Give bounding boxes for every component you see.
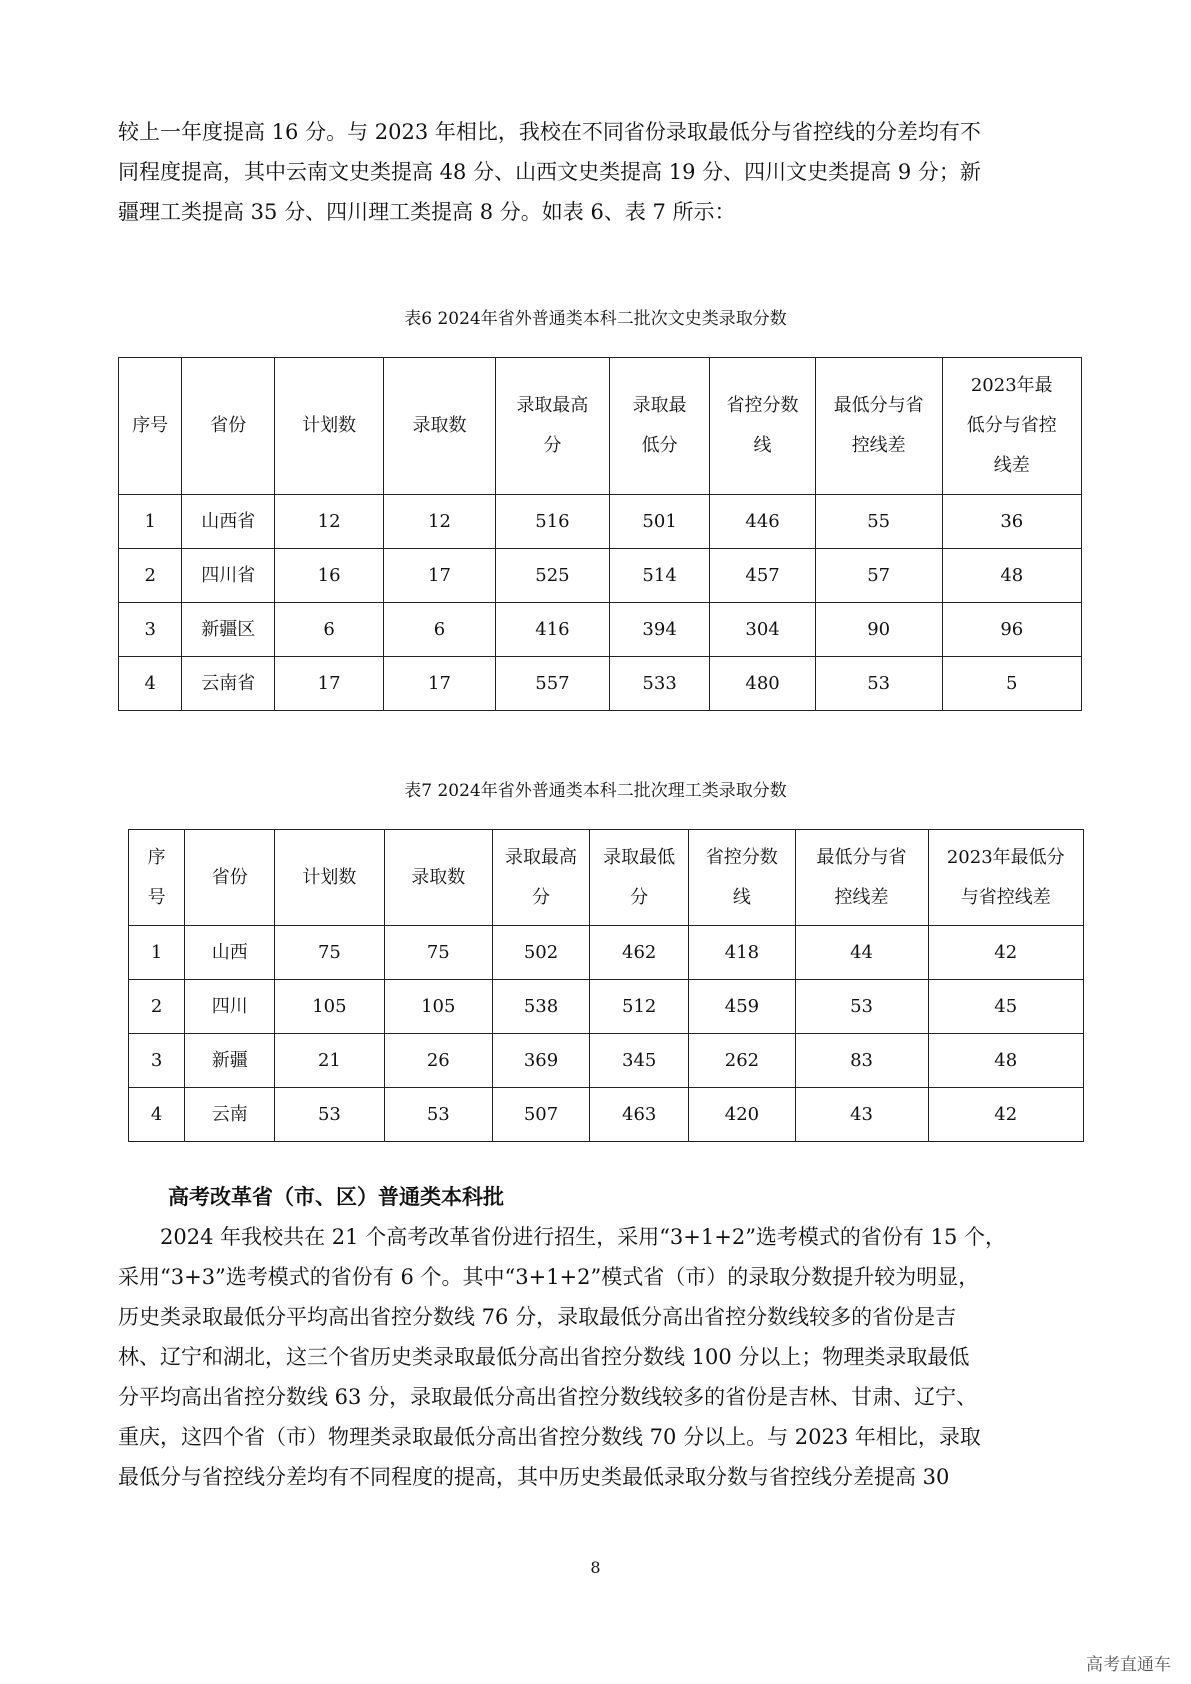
table-cell: 502 [492, 926, 589, 980]
col-header-control-line: 省控分数线 [689, 830, 795, 926]
table-cell: 21 [275, 1034, 384, 1088]
section-paragraph [118, 1217, 1078, 1497]
col-header-min-score: 录取最低分 [590, 830, 689, 926]
text-line: 重庆，这四个省（市）物理类录取最低分高出省控分数线 70 分以上。与 2023 年相比，录取 [118, 1425, 981, 1449]
table-cell: 507 [492, 1088, 589, 1142]
col-header-plan: 计划数 [275, 358, 384, 495]
text-line: 历史类录取最低分平均高出省控分数线 76 分，录取最低分高出省控分数线较多的省份是吉 [118, 1305, 957, 1329]
table-cell: 514 [609, 549, 709, 603]
table-cell: 75 [384, 926, 492, 980]
table-cell: 3 [129, 1034, 185, 1088]
col-header-index: 序号 [129, 830, 185, 926]
table-cell: 36 [942, 495, 1081, 549]
table-cell: 55 [815, 495, 942, 549]
table-cell: 75 [275, 926, 384, 980]
table-cell: 42 [928, 1088, 1083, 1142]
table-cell: 17 [275, 657, 384, 711]
col-header-2023-diff: 2023年最低分与省控线差 [928, 830, 1083, 926]
table-row [119, 495, 1082, 549]
table-cell: 394 [609, 603, 709, 657]
watermark: 高考直通车 [1086, 1655, 1171, 1675]
table6-liberal-arts-scores [118, 357, 1082, 711]
text-line: 疆理工类提高 35 分、四川理工类提高 8 分。如表 6、表 7 所示： [118, 200, 736, 224]
table-cell: 26 [384, 1034, 492, 1088]
table-cell: 48 [928, 1034, 1083, 1088]
table-cell: 2 [119, 549, 182, 603]
col-header-2023-diff: 2023年最低分与省控线差 [942, 358, 1081, 495]
table-row [129, 1034, 1084, 1088]
table-cell: 山西省 [182, 495, 275, 549]
col-header-plan: 计划数 [275, 830, 384, 926]
text-line: 最低分与省控线分差均有不同程度的提高，其中历史类最低录取分数与省控线分差提高 30 [118, 1465, 950, 1489]
col-header-control-line: 省控分数线 [710, 358, 816, 495]
table-cell: 457 [710, 549, 816, 603]
table-cell: 12 [275, 495, 384, 549]
table-cell: 96 [942, 603, 1081, 657]
table-cell: 5 [942, 657, 1081, 711]
table-cell: 463 [590, 1088, 689, 1142]
table-cell: 459 [689, 980, 795, 1034]
table-cell: 53 [384, 1088, 492, 1142]
text-line: 分平均高出省控分数线 63 分，录取最低分高出省控分数线较多的省份是吉林、甘肃、辽宁、 [118, 1385, 978, 1409]
table-cell: 云南 [185, 1088, 275, 1142]
table-cell: 17 [384, 657, 496, 711]
page-number: 8 [590, 1558, 601, 1577]
table-cell: 533 [609, 657, 709, 711]
col-header-province: 省份 [185, 830, 275, 926]
text-line: 采用“3+3”选考模式的省份有 6 个。其中“3+1+2”模式省（市）的录取分数提升较为明显， [118, 1265, 980, 1289]
table-cell: 480 [710, 657, 816, 711]
table-cell: 538 [492, 980, 589, 1034]
table-cell: 48 [942, 549, 1081, 603]
table7-caption: 表7 2024年省外普通类本科二批次理工类录取分数 [404, 781, 787, 801]
section-heading: 高考改革省（市、区）普通类本科批 [168, 1184, 504, 1209]
table-cell: 12 [384, 495, 496, 549]
col-header-index: 序号 [119, 358, 182, 495]
text-line: 林、辽宁和湖北，这三个省历史类录取最低分高出省控分数线 100 分以上；物理类录取最低 [118, 1345, 970, 1369]
table-row [129, 1088, 1084, 1142]
col-header-diff: 最低分与省控线差 [795, 830, 928, 926]
table-cell: 1 [129, 926, 185, 980]
table-cell: 105 [275, 980, 384, 1034]
table-cell: 山西 [185, 926, 275, 980]
table-cell: 44 [795, 926, 928, 980]
table-cell: 新疆区 [182, 603, 275, 657]
table-cell: 304 [710, 603, 816, 657]
col-header-admitted: 录取数 [384, 830, 492, 926]
table-header-row [119, 358, 1082, 495]
table-header-row [129, 830, 1084, 926]
table-cell: 90 [815, 603, 942, 657]
text-line: 较上一年度提高 16 分。与 2023 年相比，我校在不同省份录取最低分与省控线的分差均有不 [118, 120, 981, 144]
table-cell: 369 [492, 1034, 589, 1088]
table-row [129, 980, 1084, 1034]
table-cell: 53 [815, 657, 942, 711]
table-row [119, 657, 1082, 711]
table-cell: 345 [590, 1034, 689, 1088]
table-cell: 420 [689, 1088, 795, 1142]
table-row [119, 549, 1082, 603]
table-cell: 6 [275, 603, 384, 657]
col-header-diff: 最低分与省控线差 [815, 358, 942, 495]
table-cell: 1 [119, 495, 182, 549]
col-header-min-score: 录取最低分 [609, 358, 709, 495]
table-cell: 42 [928, 926, 1083, 980]
table7-science-scores [128, 829, 1084, 1142]
table-row [119, 603, 1082, 657]
table-cell: 416 [495, 603, 609, 657]
table-cell: 45 [928, 980, 1083, 1034]
table-cell: 2 [129, 980, 185, 1034]
table-cell: 4 [129, 1088, 185, 1142]
text-line: 2024 年我校共在 21 个高考改革省份进行招生，采用“3+1+2”选考模式的省份有 15 个， [118, 1225, 1007, 1249]
col-header-max-score: 录取最高分 [492, 830, 589, 926]
table-cell: 525 [495, 549, 609, 603]
table-cell: 57 [815, 549, 942, 603]
table-cell: 17 [384, 549, 496, 603]
table-cell: 新疆 [185, 1034, 275, 1088]
table-cell: 四川省 [182, 549, 275, 603]
table-cell: 53 [795, 980, 928, 1034]
table-cell: 四川 [185, 980, 275, 1034]
col-header-province: 省份 [182, 358, 275, 495]
intro-paragraph [118, 112, 1078, 232]
table-cell: 512 [590, 980, 689, 1034]
table-cell: 43 [795, 1088, 928, 1142]
table-cell: 501 [609, 495, 709, 549]
table-cell: 262 [689, 1034, 795, 1088]
table-cell: 53 [275, 1088, 384, 1142]
table-cell: 6 [384, 603, 496, 657]
table-cell: 516 [495, 495, 609, 549]
col-header-max-score: 录取最高分 [495, 358, 609, 495]
text-line: 同程度提高，其中云南文史类提高 48 分、山西文史类提高 19 分、四川文史类提高 9 分；新 [118, 160, 981, 184]
table-cell: 105 [384, 980, 492, 1034]
table-cell: 462 [590, 926, 689, 980]
table-cell: 云南省 [182, 657, 275, 711]
table-cell: 83 [795, 1034, 928, 1088]
table-row [129, 926, 1084, 980]
table-cell: 16 [275, 549, 384, 603]
table-cell: 446 [710, 495, 816, 549]
table-cell: 4 [119, 657, 182, 711]
table-cell: 3 [119, 603, 182, 657]
table6-caption: 表6 2024年省外普通类本科二批次文史类录取分数 [404, 309, 787, 329]
col-header-admitted: 录取数 [384, 358, 496, 495]
table-cell: 418 [689, 926, 795, 980]
table-cell: 557 [495, 657, 609, 711]
